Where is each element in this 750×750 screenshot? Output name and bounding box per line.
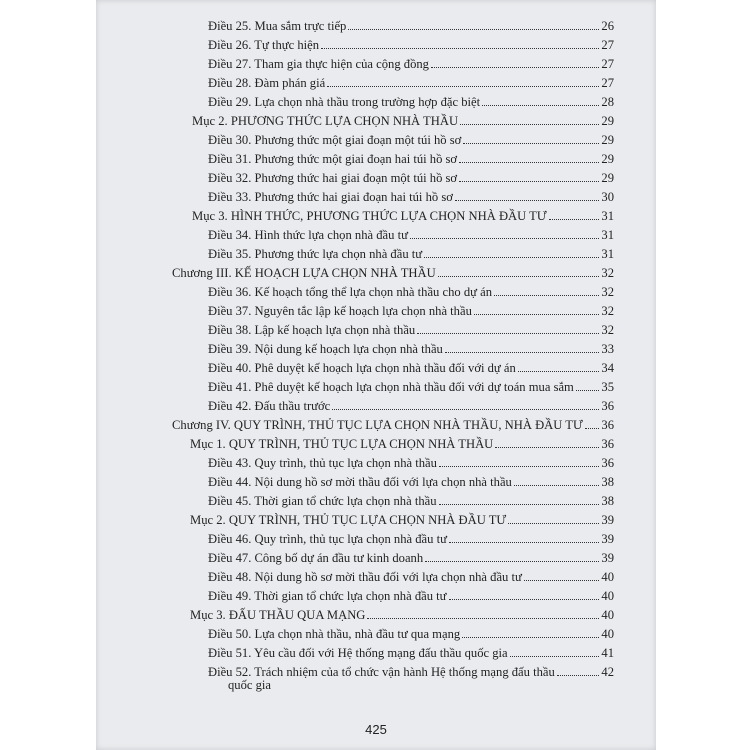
dot-leader [449, 598, 600, 600]
toc-entry-page: 32 [601, 266, 614, 280]
toc-entry-label: Mục 2. QUY TRÌNH, THỦ TỤC LỰA CHỌN NHÀ ĐẦU TƯ [190, 513, 507, 527]
toc-entry-label: Điều 25. Mua sắm trực tiếp [208, 19, 347, 33]
toc-entry-label: Điều 43. Quy trình, thủ tục lựa chọn nhà thầu [208, 456, 437, 470]
toc-entry [208, 166, 614, 185]
toc-entry [208, 185, 614, 204]
toc-entry-label: Điều 27. Tham gia thực hiện của cộng đồng [208, 57, 429, 71]
dot-leader [459, 161, 599, 163]
toc-entry [192, 204, 614, 223]
toc-entry [208, 660, 614, 679]
dot-leader [332, 408, 599, 410]
toc-entry-label: Điều 48. Nội dung hồ sơ mời thầu đối với lựa chọn nhà đầu tư [208, 570, 522, 584]
dot-leader [463, 142, 599, 144]
toc-entry-page: 42 [601, 665, 614, 679]
toc-entry-page: 41 [601, 646, 614, 660]
toc-entry [208, 527, 614, 546]
toc-entry-page: 29 [601, 114, 614, 128]
toc-entry [208, 52, 614, 71]
dot-leader [494, 294, 599, 296]
dot-leader [518, 370, 600, 372]
dot-leader [417, 332, 599, 334]
dot-leader [439, 503, 600, 505]
toc-entry-label: Mục 2. PHƯƠNG THỨC LỰA CHỌN NHÀ THẦU [192, 114, 459, 128]
dot-leader [445, 351, 600, 353]
dot-leader [524, 579, 600, 581]
toc-entry-label: Chương III. KẾ HOẠCH LỰA CHỌN NHÀ THẦU [172, 266, 436, 280]
toc-entry-label: Mục 1. QUY TRÌNH, THỦ TỤC LỰA CHỌN NHÀ THẦU [190, 437, 494, 451]
dot-leader [495, 446, 599, 448]
dot-leader [510, 655, 600, 657]
toc-entry-page: 35 [601, 380, 614, 394]
toc-entry [208, 565, 614, 584]
toc-entry [208, 90, 614, 109]
toc-entry [208, 242, 614, 261]
toc-entry-label: Mục 3. ĐẤU THẦU QUA MẠNG [190, 608, 366, 622]
dot-leader [424, 256, 599, 258]
dot-leader [449, 541, 600, 543]
toc-entry-page: 34 [601, 361, 614, 375]
dot-leader [438, 275, 600, 277]
toc-entry [208, 451, 614, 470]
toc-entry-page: 39 [601, 532, 614, 546]
dot-leader [474, 313, 600, 315]
toc-entry-page: 40 [601, 608, 614, 622]
dot-leader [482, 104, 599, 106]
toc-entry [208, 356, 614, 375]
toc-entry-page: 32 [601, 304, 614, 318]
toc-entry [208, 299, 614, 318]
toc-entry-label: Điều 42. Đấu thầu trước [208, 399, 331, 413]
toc-entry-page: 32 [601, 285, 614, 299]
toc-entry-label: Điều 26. Tự thực hiện [208, 38, 320, 52]
toc-entry-page: 31 [601, 209, 614, 223]
toc-entry-label: Điều 30. Phương thức một giai đoạn một túi hồ sơ [208, 133, 462, 147]
dot-leader [514, 484, 600, 486]
toc-entry-page: 28 [601, 95, 614, 109]
dot-leader [557, 674, 600, 676]
toc-entry-page: 27 [601, 57, 614, 71]
toc-entry-page: 36 [601, 437, 614, 451]
toc-entry-page: 38 [601, 494, 614, 508]
dot-leader [459, 180, 599, 182]
toc-entry-page: 40 [601, 589, 614, 603]
dot-leader [348, 28, 599, 30]
toc-entry [208, 147, 614, 166]
toc-entry-page: 39 [601, 551, 614, 565]
toc-entry [208, 337, 614, 356]
toc-entry [190, 432, 614, 451]
toc-entry-label: Điều 29. Lựa chọn nhà thầu trong trường hợp đặc biệt [208, 95, 481, 109]
toc-entry-page: 39 [601, 513, 614, 527]
dot-leader [410, 237, 600, 239]
dot-leader [431, 66, 599, 68]
toc-entry-label: Điều 51. Yêu cầu đối với Hệ thống mạng đấu thầu quốc gia [208, 646, 508, 660]
toc-entry-page: 29 [601, 133, 614, 147]
toc-entry [208, 71, 614, 90]
dot-leader [367, 617, 599, 619]
toc-entry [172, 261, 614, 280]
toc-entry-page: 29 [601, 152, 614, 166]
toc-entry [208, 318, 614, 337]
toc-entry-label: Điều 47. Công bố dự án đầu tư kinh doanh [208, 551, 424, 565]
toc-entry-page: 31 [601, 247, 614, 261]
toc-entry [208, 128, 614, 147]
toc-entry-page: 36 [601, 399, 614, 413]
dot-leader [585, 427, 600, 429]
toc-entry-page: 36 [601, 418, 614, 432]
toc-entry-label: Điều 40. Phê duyệt kế hoạch lựa chọn nhà thầu đối với dự án [208, 361, 516, 375]
toc-entry [208, 280, 614, 299]
toc-entry-label: Mục 3. HÌNH THỨC, PHƯƠNG THỨC LỰA CHỌN NHÀ ĐẦU TƯ [192, 209, 547, 223]
toc-entry-label: Điều 32. Phương thức hai giai đoạn một túi hồ sơ [208, 171, 458, 185]
dot-leader [462, 636, 599, 638]
toc-entry [192, 109, 614, 128]
toc-entry-label: Điều 35. Phương thức lựa chọn nhà đầu tư [208, 247, 423, 261]
toc-entry-label: Điều 49. Thời gian tổ chức lựa chọn nhà đầu tư [208, 589, 447, 603]
toc-entry [208, 223, 614, 242]
toc-entry [208, 375, 614, 394]
dot-leader [439, 465, 599, 467]
toc-entry-label: Điều 28. Đàm phán giá [208, 76, 326, 90]
toc-entry-page: 27 [601, 38, 614, 52]
toc-entry-label: Điều 31. Phương thức một giai đoạn hai túi hồ sơ [208, 152, 458, 166]
toc-entry [208, 584, 614, 603]
toc-entry-page: 26 [601, 19, 614, 33]
toc-entry-page: 36 [601, 456, 614, 470]
toc-entry [190, 603, 614, 622]
toc-entry-page: 40 [601, 627, 614, 641]
toc-entry [208, 470, 614, 489]
toc-entry-label: Chương IV. QUY TRÌNH, THỦ TỤC LỰA CHỌN NHÀ THẦU, NHÀ ĐẦU TƯ [172, 418, 583, 432]
toc-entry [208, 394, 614, 413]
toc-entry-page: 30 [601, 190, 614, 204]
dot-leader [460, 123, 599, 125]
toc-entry-label: Điều 34. Hình thức lựa chọn nhà đầu tư [208, 228, 408, 242]
dot-leader [508, 522, 599, 524]
toc-entry-label: Điều 46. Quy trình, thủ tục lựa chọn nhà đầu tư [208, 532, 447, 546]
toc-entry-page: 31 [601, 228, 614, 242]
dot-leader [455, 199, 600, 201]
toc-entry [208, 622, 614, 641]
dot-leader [327, 85, 599, 87]
toc-entry-label: Điều 37. Nguyên tắc lập kế hoạch lựa chọn nhà thầu [208, 304, 472, 318]
toc-entry [208, 14, 614, 33]
toc-entry-label: Điều 50. Lựa chọn nhà thầu, nhà đầu tư qua mạng [208, 627, 461, 641]
toc-entry-label: Điều 36. Kế hoạch tổng thể lựa chọn nhà thầu cho dự án [208, 285, 492, 299]
toc-entry-label: Điều 44. Nội dung hồ sơ mời thầu đối với lựa chọn nhà thầu [208, 475, 512, 489]
toc-entry-page: 29 [601, 171, 614, 185]
toc-entry-page: 32 [601, 323, 614, 337]
toc-entry [208, 546, 614, 565]
toc-entry-page: 40 [601, 570, 614, 584]
toc-entry-page: 33 [601, 342, 614, 356]
toc-entry-label: Điều 33. Phương thức hai giai đoạn hai túi hồ sơ [208, 190, 453, 204]
toc-entry-label: Điều 39. Nội dung kế hoạch lựa chọn nhà thầu [208, 342, 443, 356]
book-page [96, 0, 656, 750]
toc-entry-label: Điều 38. Lập kế hoạch lựa chọn nhà thầu [208, 323, 416, 337]
dot-leader [549, 218, 600, 220]
toc-entry-page: 27 [601, 76, 614, 90]
toc-entry [208, 33, 614, 52]
dot-leader [321, 47, 599, 49]
page-number: 425 [365, 722, 387, 737]
toc-entry [208, 489, 614, 508]
toc-entry-page: 38 [601, 475, 614, 489]
toc-entry-label: Điều 45. Thời gian tổ chức lựa chọn nhà thầu [208, 494, 437, 508]
toc-entry-continuation: quốc gia [228, 678, 272, 692]
toc-entry-label: Điều 52. Trách nhiệm của tổ chức vận hành Hệ thống mạng đấu thầu [208, 665, 555, 679]
toc-entry-label: Điều 41. Phê duyệt kế hoạch lựa chọn nhà thầu đối với dự toán mua sắm [208, 380, 574, 394]
toc-entry [172, 413, 614, 432]
toc-entry [208, 641, 614, 660]
dot-leader [576, 389, 600, 391]
dot-leader [425, 560, 599, 562]
toc-entry [190, 508, 614, 527]
